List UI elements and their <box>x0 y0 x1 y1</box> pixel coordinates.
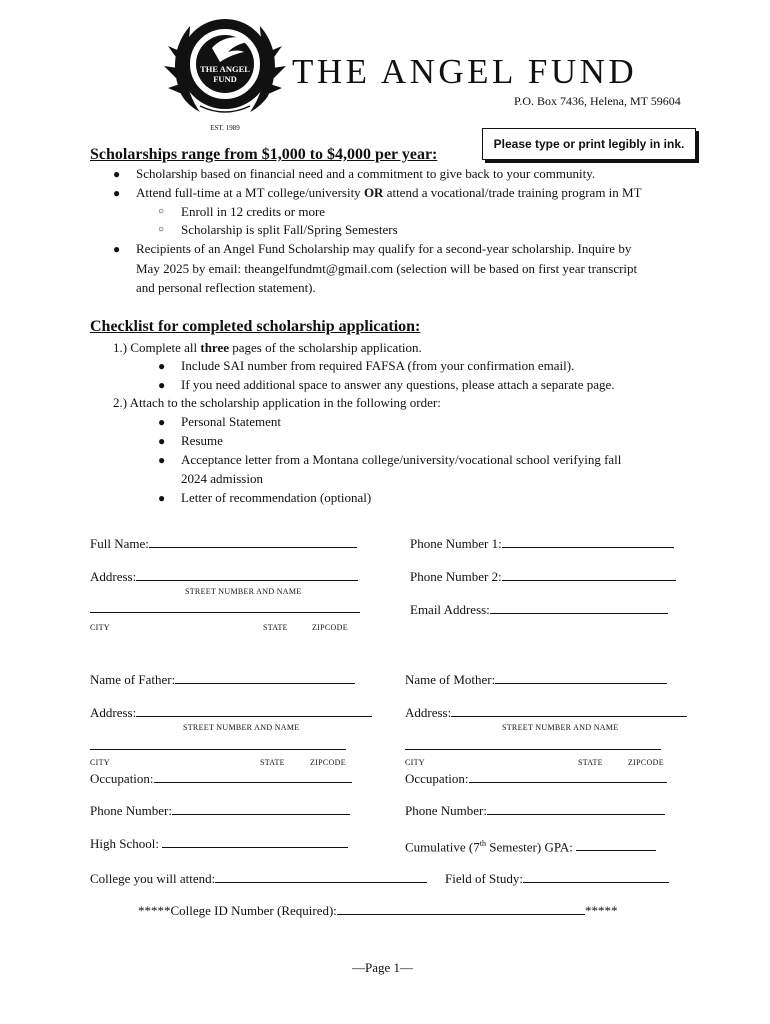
gpa-field[interactable] <box>405 835 656 856</box>
scholarships-heading: Scholarships range from $1,000 to $4,000 per year: <box>90 146 438 163</box>
svg-text:FUND: FUND <box>213 74 237 84</box>
phone1-field[interactable] <box>410 535 674 553</box>
gpa-line[interactable] <box>576 838 656 851</box>
college-label: College you will attend: <box>90 871 216 886</box>
angel-fund-logo <box>160 6 290 132</box>
college-line[interactable] <box>215 870 427 883</box>
checklist-2c-line1: Acceptance letter from a Montana college/university/vocational school verifying fall <box>181 452 622 467</box>
father-occupation-label: Occupation: <box>90 771 154 786</box>
college-id-field[interactable] <box>138 902 617 920</box>
father-street-caption: STREET NUMBER AND NAME <box>183 723 300 732</box>
bullet-icon: ● <box>113 242 121 256</box>
bullet-2-text: Attend full-time at a MT college/university <box>136 185 364 200</box>
phone1-label: Phone Number 1: <box>410 536 502 551</box>
mother-zip-caption: ZIPCODE <box>628 758 664 767</box>
father-phone-line[interactable] <box>172 802 350 815</box>
mother-name-field[interactable] <box>405 671 667 689</box>
email-label: Email Address: <box>410 602 490 617</box>
father-name-line[interactable] <box>175 671 355 684</box>
bullet-icon: ● <box>158 415 166 429</box>
checklist-item-1 <box>113 339 422 357</box>
bullet-icon: ● <box>158 453 166 467</box>
phone2-field[interactable] <box>410 568 676 586</box>
organization-address: P.O. Box 7436, Helena, MT 59604 <box>514 94 681 108</box>
father-address-label: Address: <box>90 705 137 720</box>
scholarship-bullet-3-line1: Recipients of an Angel Fund Scholarship may qualify for a second-year scholarship. Inquire by <box>136 241 632 256</box>
field-of-study-field[interactable] <box>445 870 669 888</box>
checklist-1-bold: three <box>200 340 230 355</box>
checklist-2a: Personal Statement <box>181 414 282 429</box>
father-phone-field[interactable] <box>90 802 350 820</box>
checklist-heading: Checklist for completed scholarship application: <box>90 318 421 335</box>
email-line[interactable] <box>490 601 668 614</box>
mother-city-caption: CITY <box>405 758 425 767</box>
organization-name: THE ANGEL FUND <box>292 52 638 91</box>
father-city-caption: CITY <box>90 758 110 767</box>
mother-phone-label: Phone Number: <box>405 803 487 818</box>
bullet-2-bold: OR <box>363 185 384 200</box>
zip-caption: ZIPCODE <box>312 623 348 632</box>
checklist-1-text-end: pages of the scholarship application. <box>229 340 422 355</box>
mother-address-label: Address: <box>405 705 452 720</box>
father-name-label: Name of Father: <box>90 672 176 687</box>
address-label: Address: <box>90 569 137 584</box>
bullet-icon: ● <box>113 167 121 181</box>
circle-bullet-icon: ○ <box>158 224 165 235</box>
field-of-study-label: Field of Study: <box>445 871 524 886</box>
bullet-icon: ● <box>113 186 121 200</box>
checklist-1-text: 1.) Complete all <box>113 340 201 355</box>
bullet-icon: ● <box>158 434 166 448</box>
scholarship-bullet-1: Scholarship based on financial need and a commitment to give back to your community. <box>136 166 596 181</box>
field-of-study-line[interactable] <box>523 870 669 883</box>
notice-text: Please type or print legibly in ink. <box>493 137 685 151</box>
father-state-caption: STATE <box>260 758 285 767</box>
mother-address-line[interactable] <box>451 704 687 717</box>
checklist-1a: Include SAI number from required FAFSA (from your confirmation email). <box>181 358 575 373</box>
checklist-2d: Letter of recommendation (optional) <box>181 490 372 505</box>
checklist-2b: Resume <box>181 433 223 448</box>
scholarship-sub-2: Scholarship is split Fall/Spring Semesters <box>181 222 398 237</box>
checklist-item-2: 2.) Attach to the scholarship application in the following order: <box>113 395 441 410</box>
father-occupation-line[interactable] <box>154 770 352 783</box>
scholarship-sub-1: Enroll in 12 credits or more <box>181 204 326 219</box>
full-name-line[interactable] <box>149 535 357 548</box>
checklist-1b: If you need additional space to answer any questions, please attach a separate page. <box>181 377 615 392</box>
bullet-icon: ● <box>158 359 166 373</box>
mother-phone-line[interactable] <box>487 802 665 815</box>
address-field[interactable] <box>90 568 358 586</box>
svg-text:THE ANGEL: THE ANGEL <box>200 64 250 74</box>
circle-bullet-icon: ○ <box>158 206 165 217</box>
phone2-label: Phone Number 2: <box>410 569 502 584</box>
gpa-label: Cumulative (7 <box>405 839 480 855</box>
mother-city-line[interactable] <box>405 749 661 750</box>
father-zip-caption: ZIPCODE <box>310 758 346 767</box>
scholarship-bullet-3-line3: and personal reflection statement). <box>136 280 316 295</box>
page-number: —Page 1— <box>352 960 414 975</box>
state-caption: STATE <box>263 623 288 632</box>
bullet-icon: ● <box>158 378 166 392</box>
city-state-zip-line[interactable] <box>90 612 360 613</box>
full-name-label: Full Name: <box>90 536 149 551</box>
father-city-line[interactable] <box>90 749 346 750</box>
mother-state-caption: STATE <box>578 758 603 767</box>
gpa-label-end: Semester) GPA: <box>485 839 573 855</box>
phone1-line[interactable] <box>502 535 674 548</box>
mother-occupation-label: Occupation: <box>405 771 469 786</box>
scholarship-bullet-3-line2: May 2025 by email: theangelfundmt@gmail.com (selection will be based on first year transcript <box>136 261 638 276</box>
phone2-line[interactable] <box>502 568 676 581</box>
mother-occupation-line[interactable] <box>469 770 667 783</box>
bullet-2-text-end: attend a vocational/trade training program in MT <box>383 185 642 200</box>
college-id-stars: ***** <box>584 903 618 918</box>
notice-box <box>482 128 696 160</box>
logo-emblem-icon <box>160 6 290 132</box>
svg-text:EST. 1989: EST. 1989 <box>210 124 240 132</box>
father-address-line[interactable] <box>136 704 372 717</box>
mother-phone-field[interactable] <box>405 802 665 820</box>
father-name-field[interactable] <box>90 671 355 689</box>
address-line[interactable] <box>136 568 358 581</box>
high-school-label: High School: <box>90 836 159 851</box>
checklist-2c-line2: 2024 admission <box>181 471 263 486</box>
bullet-icon: ● <box>158 491 166 505</box>
college-field[interactable] <box>90 870 427 888</box>
email-field[interactable] <box>410 601 668 619</box>
college-id-label: *****College ID Number (Required): <box>138 903 337 918</box>
high-school-field[interactable] <box>90 835 348 853</box>
gpa-superscript: th <box>479 839 486 848</box>
high-school-line[interactable] <box>162 835 348 848</box>
city-caption: CITY <box>90 623 110 632</box>
father-phone-label: Phone Number: <box>90 803 172 818</box>
mother-name-label: Name of Mother: <box>405 672 496 687</box>
mother-street-caption: STREET NUMBER AND NAME <box>502 723 619 732</box>
father-occupation-field[interactable] <box>90 770 352 788</box>
scholarship-bullet-2 <box>136 184 642 202</box>
full-name-field[interactable] <box>90 535 357 553</box>
father-address-field[interactable] <box>90 704 372 722</box>
mother-name-line[interactable] <box>495 671 667 684</box>
mother-address-field[interactable] <box>405 704 687 722</box>
street-caption: STREET NUMBER AND NAME <box>185 587 302 596</box>
mother-occupation-field[interactable] <box>405 770 667 788</box>
college-id-line[interactable] <box>337 902 585 915</box>
